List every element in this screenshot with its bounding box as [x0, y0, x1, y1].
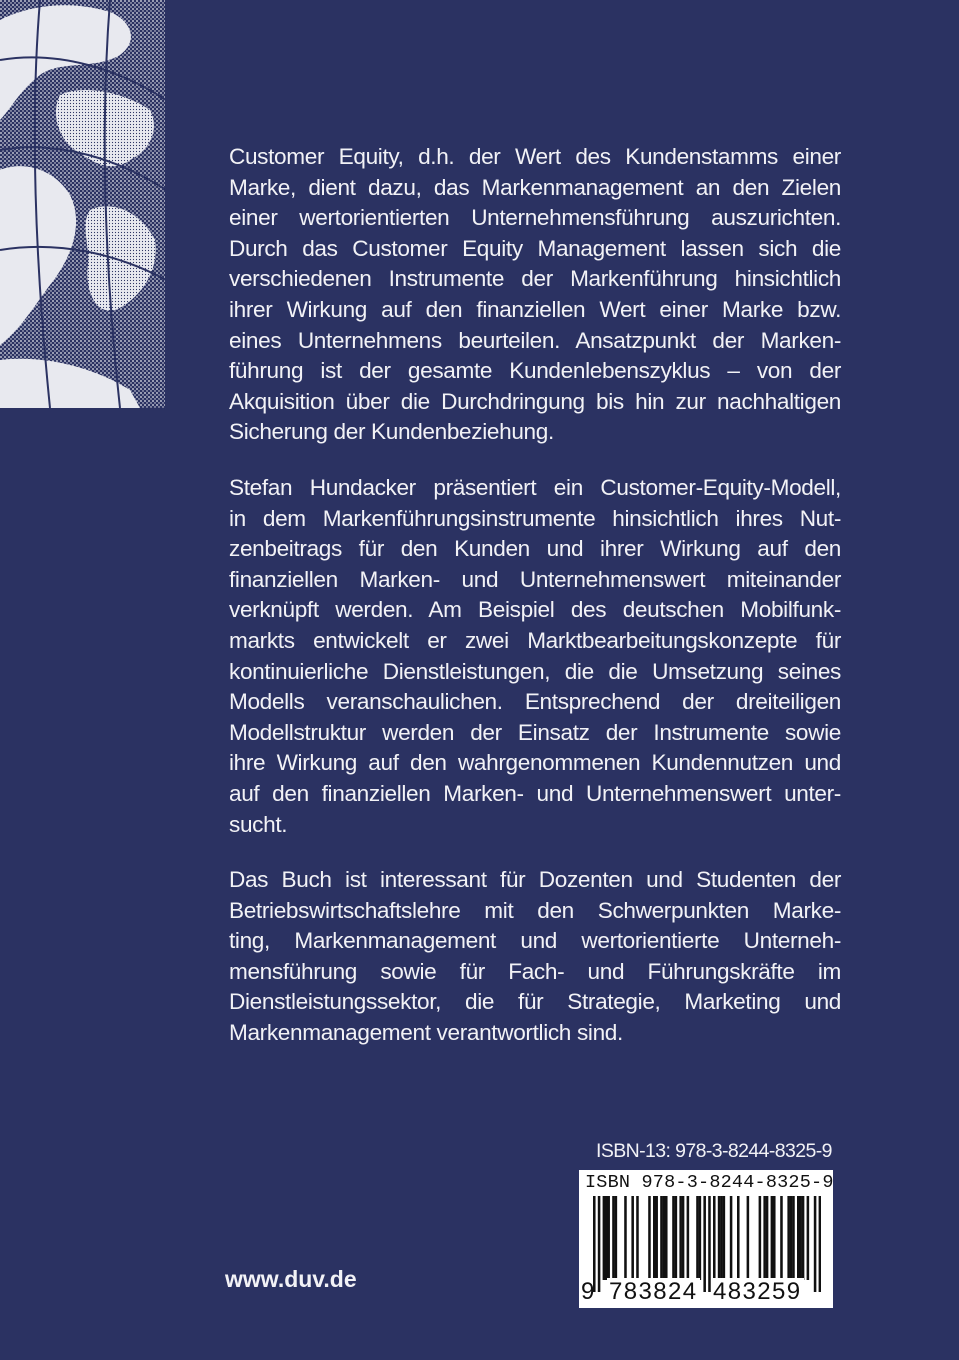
blurb-line: verschiedenen Instrumente der Markenführung hinsichtlich [229, 266, 841, 292]
ean-barcode-icon [579, 1170, 833, 1308]
barcode-guard-bar [703, 1196, 706, 1292]
blurb-line: Durch das Customer Equity Management lassen sich die [229, 235, 841, 261]
barcode-guard-bar [819, 1196, 821, 1292]
barcode-bar [624, 1196, 627, 1280]
barcode-bar [631, 1196, 634, 1280]
blurb-line: sucht. [229, 811, 288, 837]
barcode-bar [675, 1196, 678, 1280]
blurb-line: Akquisition über die Durchdringung bis hin zur nachhaltigen [229, 388, 841, 414]
barcode-bar [615, 1196, 618, 1280]
barcode-bar [792, 1196, 795, 1280]
barcode-bar [773, 1196, 776, 1280]
barcode-bar [696, 1196, 699, 1280]
blurb-line: Stefan Hundacker präsentiert ein Customer-Equity-Modell, [229, 475, 841, 500]
blurb-line: Markenmanagement verantwortlich sind. [229, 1019, 623, 1045]
blurb-line: ting, Markenmanagement und wertorientierte Unterneh- [229, 928, 841, 954]
barcode-bar [672, 1196, 675, 1280]
blurb-paragraph-2 [229, 473, 841, 840]
blurb-paragraph-1 [229, 142, 841, 448]
blurb-line: eines Unternehmens beurteilen. Ansatzpunkt der Marken- [229, 327, 841, 353]
barcode-bar [648, 1196, 651, 1280]
barcode-bar [663, 1196, 666, 1280]
barcode-bar [797, 1196, 800, 1280]
blurb-line: verknüpft werden. Am Beispiel des deutschen Mobilfunk- [229, 597, 841, 623]
blurb-line: finanziellen Marken- und Unternehmenswert miteinander [229, 566, 841, 592]
barcode-bar [605, 1196, 608, 1280]
blurb-line: ihrer Wirkung auf den finanziellen Wert einer Marke bzw. [229, 296, 841, 322]
blurb-line: Sicherung der Kundenbeziehung. [229, 419, 554, 445]
barcode-bar [603, 1196, 606, 1280]
barcode-bar [699, 1196, 702, 1280]
barcode-bar [802, 1196, 805, 1280]
barcode-bar [682, 1196, 685, 1280]
barcode-bar [660, 1196, 663, 1280]
blurb-line: mensführung sowie für Fach- und Führungskräfte im [229, 958, 841, 984]
blurb-line: Dienstleistungssektor, die für Strategie, Marketing und [229, 989, 841, 1015]
blurb-line: Das Buch ist interessant für Dozenten und Studenten der [229, 867, 841, 892]
publisher-website: www.duv.de [225, 1266, 357, 1292]
blurb-line: kontinuierliche Dienstleistungen, die die Umsetzung seines [229, 658, 841, 684]
barcode-bar [807, 1196, 810, 1280]
barcode-bar [790, 1196, 793, 1280]
barcode-guard-bar [598, 1196, 601, 1292]
blurb-line: Betriebswirtschaftslehre mit den Schwerpunkten Marke- [229, 897, 841, 923]
barcode-bar [713, 1196, 716, 1280]
barcode-bar [771, 1196, 774, 1280]
barcode-bar [636, 1196, 639, 1280]
blurb-line: Modells veranschaulichen. Entsprechend der dreiteiligen [229, 689, 841, 715]
barcode-bar [687, 1196, 690, 1280]
barcode-bar [612, 1196, 615, 1280]
barcode-bar [723, 1196, 726, 1280]
barcode-right-digits: 483259 [713, 1278, 802, 1305]
barcode-bar [653, 1196, 656, 1280]
barcode-isbn-text: ISBN 978-3-8244-8325-9 [585, 1172, 834, 1193]
blurb-line: einer wertorientierten Unternehmensführung auszurichten. [229, 205, 841, 231]
blurb-line: in dem Markenführungsinstrumente hinsichtlich ihres Nut- [229, 505, 841, 531]
blurb-line: auf den finanziellen Marken- und Unternehmenswert unter- [229, 780, 841, 806]
barcode-bar [780, 1196, 783, 1280]
barcode-bar [737, 1196, 740, 1280]
barcode-guard-bar [814, 1196, 817, 1292]
barcode-bar [665, 1196, 668, 1280]
barcode-bar [787, 1196, 790, 1280]
barcode-bar [679, 1196, 682, 1280]
barcode-left-digits: 783824 [609, 1278, 698, 1305]
blurb-line: Customer Equity, d.h. der Wert des Kundenstamms einer [229, 144, 841, 169]
barcode-bar [607, 1196, 610, 1280]
blurb-line: zenbeitrags für den Kunden und ihrer Wirkung auf den [229, 536, 841, 562]
globe-illustration-icon [0, 0, 166, 408]
barcode-bar [763, 1196, 766, 1280]
isbn-label: ISBN-13: 978-3-8244-8325-9 [596, 1140, 832, 1162]
barcode-bar [766, 1196, 769, 1280]
barcode-bar [720, 1196, 723, 1280]
barcode-bar [730, 1196, 733, 1280]
blurb-line: Marke, dient dazu, das Markenmanagement an den Zielen [229, 174, 841, 200]
barcode-bar [799, 1196, 802, 1280]
barcode-bar [655, 1196, 658, 1280]
barcode-first-digit: 9 [581, 1278, 595, 1305]
blurb-line: Modellstruktur werden der Einsatz der Instrumente sowie [229, 719, 841, 745]
blurb-line: markts entwickelt er zwei Marktbearbeitungskonzepte für [229, 627, 841, 653]
blurb-line: führung ist der gesamte Kundenlebenszyklus – von der [229, 358, 841, 384]
barcode-bar [759, 1196, 762, 1280]
barcode-bar [747, 1196, 750, 1280]
blurb-line: ihre Wirkung auf den wahrgenommenen Kundennutzen und [229, 750, 841, 776]
barcode-bar [718, 1196, 721, 1280]
blurb-paragraph-3 [229, 865, 841, 1049]
